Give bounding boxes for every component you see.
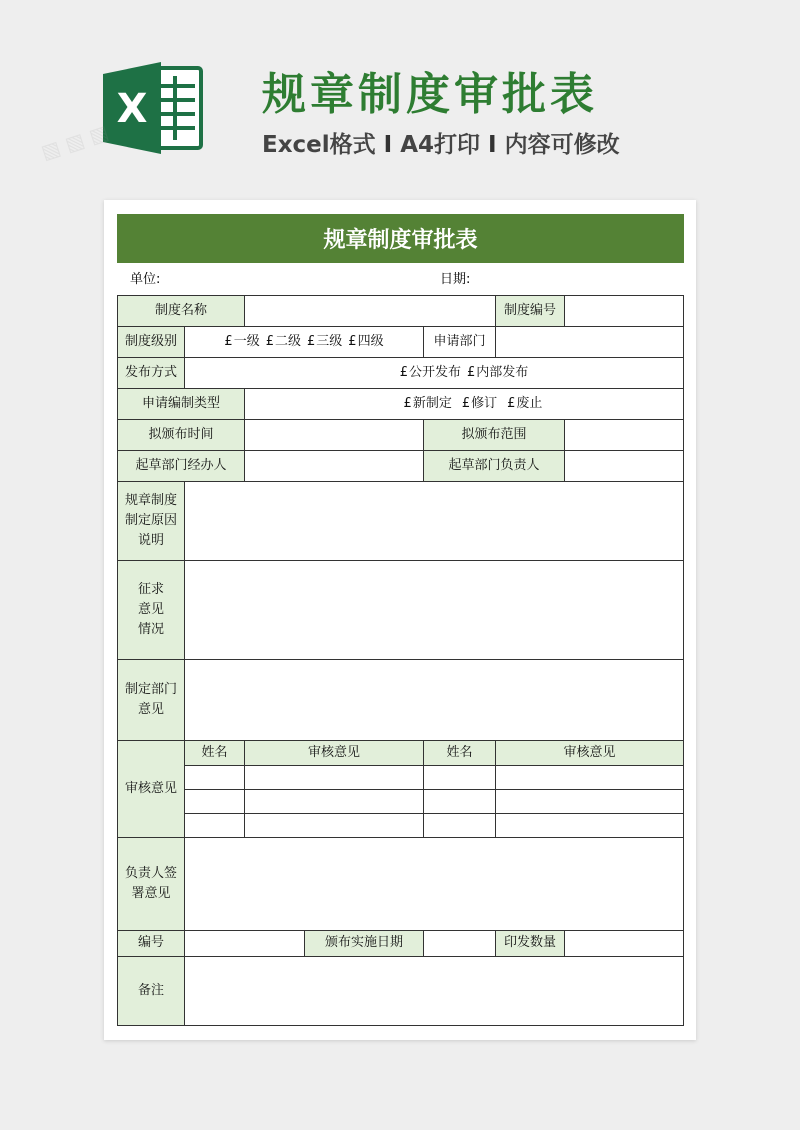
page-title: 规章制度审批表 [262,69,598,120]
subtitle-separator: I [488,132,497,158]
planned-time-field[interactable] [244,419,424,451]
policy-number-field[interactable] [564,295,684,327]
review-opinion-cell[interactable] [495,789,684,814]
policy-number-label: 制度编号 [495,295,565,327]
review-name-cell[interactable] [184,789,245,814]
review-name-header-1: 姓名 [184,740,245,766]
consultation-field[interactable] [184,560,684,660]
publish-option-internal[interactable]: £内部发布 [467,364,529,380]
responsible-sign-field[interactable] [184,837,684,931]
serial-field[interactable] [184,930,305,957]
consultation-label: 征求意见情况 [117,560,185,660]
checkbox-icon: £ [403,395,412,411]
level-option-3[interactable]: £三级 [307,333,343,349]
responsible-sign-label: 负责人签署意见 [117,837,185,931]
publish-option-public[interactable]: £公开发布 [399,364,461,380]
planned-time-label: 拟颁布时间 [117,419,245,451]
policy-name-label: 制度名称 [117,295,245,327]
policy-level-options [184,326,424,358]
reason-field[interactable] [184,481,684,561]
review-name-cell[interactable] [423,789,496,814]
review-opinion-cell[interactable] [244,765,424,790]
review-opinion-header-1: 审核意见 [244,740,424,766]
effective-date-label: 颁布实施日期 [304,930,424,957]
level-option-4[interactable]: £四级 [348,333,384,349]
excel-icon [103,62,205,154]
serial-label: 编号 [117,930,185,957]
review-opinion-header-2: 审核意见 [495,740,684,766]
policy-level-label: 制度级别 [117,326,185,358]
planned-scope-label: 拟颁布范围 [423,419,565,451]
compile-option-revise[interactable]: £修订 [461,395,498,411]
compile-option-new[interactable]: £新制定 [403,395,452,411]
unit-label: 单位: [130,272,161,287]
compile-type-options [244,388,684,420]
remarks-field[interactable] [184,956,684,1026]
dept-opinion-label: 制定部门意见 [117,659,185,741]
review-label: 审核意见 [117,740,185,838]
form-title: 规章制度审批表 [117,214,684,263]
checkbox-icon: £ [265,333,274,349]
publish-method-options [184,357,684,389]
review-name-cell[interactable] [423,765,496,790]
level-option-1[interactable]: £一级 [224,333,260,349]
date-label: 日期: [440,272,471,287]
drafting-handler-label: 起草部门经办人 [117,450,245,482]
remarks-label: 备注 [117,956,185,1026]
compile-option-abolish[interactable]: £废止 [507,395,543,411]
review-name-cell[interactable] [184,813,245,838]
drafting-handler-field[interactable] [244,450,424,482]
checkbox-icon: £ [399,364,408,380]
level-option-2[interactable]: £二级 [265,333,301,349]
subtitle-separator: I [383,132,393,158]
review-opinion-cell[interactable] [495,765,684,790]
review-opinion-cell[interactable] [244,813,424,838]
compile-type-label: 申请编制类型 [117,388,245,420]
drafting-head-field[interactable] [564,450,684,482]
print-qty-field[interactable] [564,930,684,957]
print-qty-label: 印发数量 [495,930,565,957]
excel-logo-letter: X [116,86,148,132]
apply-dept-field[interactable] [495,326,684,358]
checkbox-icon: £ [348,333,357,349]
checkbox-icon: £ [467,364,476,380]
effective-date-field[interactable] [423,930,496,957]
reason-label: 规章制度制定原因说明 [117,481,185,561]
subtitle-print: A4打印 [400,132,481,158]
planned-scope-field[interactable] [564,419,684,451]
subtitle [262,126,620,159]
review-opinion-cell[interactable] [495,813,684,838]
review-name-cell[interactable] [423,813,496,838]
checkbox-icon: £ [307,333,316,349]
checkbox-icon: £ [224,333,233,349]
subtitle-editable: 内容可修改 [504,132,620,158]
drafting-head-label: 起草部门负责人 [423,450,565,482]
review-opinion-cell[interactable] [244,789,424,814]
review-name-header-2: 姓名 [423,740,496,766]
dept-opinion-field[interactable] [184,659,684,741]
subtitle-format: Excel格式 [262,132,376,158]
review-name-cell[interactable] [184,765,245,790]
publish-method-label: 发布方式 [117,357,185,389]
checkbox-icon: £ [461,395,471,411]
apply-dept-label: 申请部门 [423,326,496,358]
checkbox-icon: £ [507,395,516,411]
policy-name-field[interactable] [244,295,496,327]
